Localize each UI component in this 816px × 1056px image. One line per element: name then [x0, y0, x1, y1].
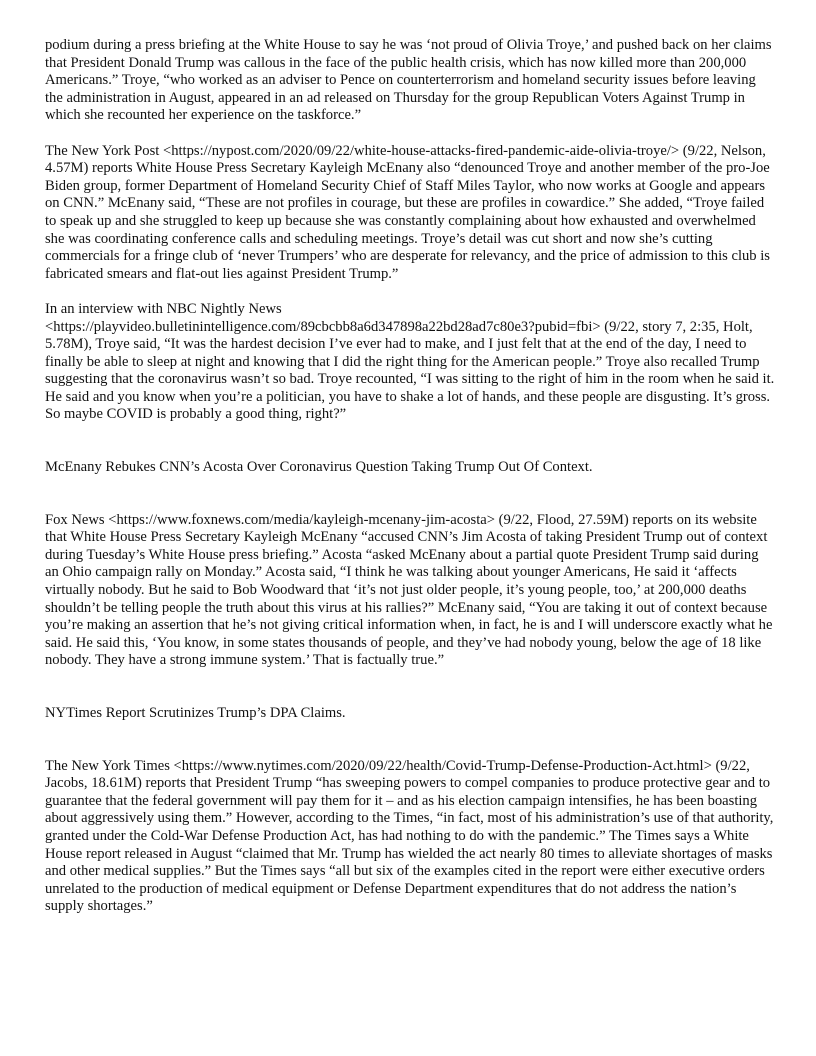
document-body [45, 37, 775, 916]
paragraph-troye-podium: podium during a press briefing at the White House to say he was ‘not proud of Olivia Troye,’ and pushed back on her claims that President Donald Trump was callous in the face of the public health crisis, which has now killed more than 200,000 Americans.” Troye, “who worked as an adviser to Pence on counterterrorism and homeland security issues before leaving the administration in August, appeared in an ad released on Thursday for the group Republican Voters Against Trump in which she recounted her experience on the taskforce.” [45, 37, 772, 124]
headline-nytimes-dpa: NYTimes Report Scrutinizes Trump’s DPA Claims. [45, 705, 346, 721]
paragraph-fox-news: Fox News <https://www.foxnews.com/media/kayleigh-mcenany-jim-acosta> (9/22, Flood, 27.59M) reports on its website that White House Press Secretary Kayleigh McEnany “accused CNN’s Jim Acosta of taking President Trump out of context during Tuesday’s White House press briefing.” Acosta “asked McEnany about a partial quote President Trump said during an Ohio campaign rally on Monday.” Acosta said, “I think he was talking about younger Americans, He said it ‘affects virtually nobody. But he said to Bob Woodward that ‘it’s not just older people, it’s young people, too,’ at 200,000 deaths shouldn’t be telling people the truth about this virus at his rallies?” McEnany said, “You are taking it out of context because you’re making an assertion that he’s not giving critical information when, in fact, he is and I will underscore exactly what he said. He said this, ‘You know, in some states thousands of people, and they’ve had nobody young, below the age of 18 like nobody. They have a strong immune system.’ That is factually true.” [45, 511, 773, 669]
headline-mcenany-acosta: McEnany Rebukes CNN’s Acosta Over Coronavirus Question Taking Trump Out Of Context. [45, 459, 593, 476]
paragraph-nbc-interview: In an interview with NBC Nightly News <https://playvideo.bulletinintelligence.com/89cbcbb8a6d347898a22bd28ad7c80e3?pubid=fbi> (9/22, story 7, 2:35, Holt, 5.78M), Troye said, “It was the hardest decision I’ve ever had to make, and I just felt that at the end of the day, I need to finally be able to sleep at night and knowing that I did the right thing for the American people.” Troye also recalled Trump suggesting that the coronavirus wasn’t so bad. Troye recounted, “I was sitting to the right of him in the room when he said it. He said and you know when you’re a politician, you have to shake a lot of hands, and these people are disgusting. It’s gross. So maybe COVID is probably a good thing, right?” [45, 300, 775, 423]
paragraph-ny-post: The New York Post <https://nypost.com/2020/09/22/white-house-attacks-fired-pandemic-aide-olivia-troye/> (9/22, Nelson, 4.57M) reports White House Press Secretary Kayleigh McEnany also “denounced Troye and another member of the pro-Joe Biden group, former Department of Homeland Security Chief of Staff Miles Taylor, who now works at Google and appears on CNN.” McEnany said, “These are not profiles in courage, but these are profiles in cowardice.” She added, “Troye failed to speak up and she struggled to keep up because she was constantly complaining about how exhausted and overwhelmed she was coordinating conference calls and scheduling meetings. Troye’s detail was cut short and now she’s cutting commercials for a fringe club of ‘never Trumpers’ who are desperate for relevancy, and the price of admission to this club is fabricated smears and flat-out lies against President Trump.” [45, 142, 770, 282]
paragraph-nytimes: The New York Times <https://www.nytimes.com/2020/09/22/health/Covid-Trump-Defense-Production-Act.html> (9/22, Jacobs, 18.61M) reports that President Trump “has sweeping powers to compel companies to produce protective gear and to guarantee that the federal government will pay them for it – and as his election campaign intensifies, he has been boasting about aggressively using them.” However, according to the Times, “in fact, most of his administration’s use of that authority, granted under the Cold-War Defense Production Act, has had nothing to do with the pandemic.” The Times says a White House report released in August “claimed that Mr. Trump has wielded the act nearly 80 times to alleviate shortages of masks and other medical supplies.” But the Times says “all but six of the examples cited in the report were either executive orders unrelated to the production of medical equipment or Defense Department expenditures that do not address the nation’s supply shortages.” [45, 757, 774, 915]
